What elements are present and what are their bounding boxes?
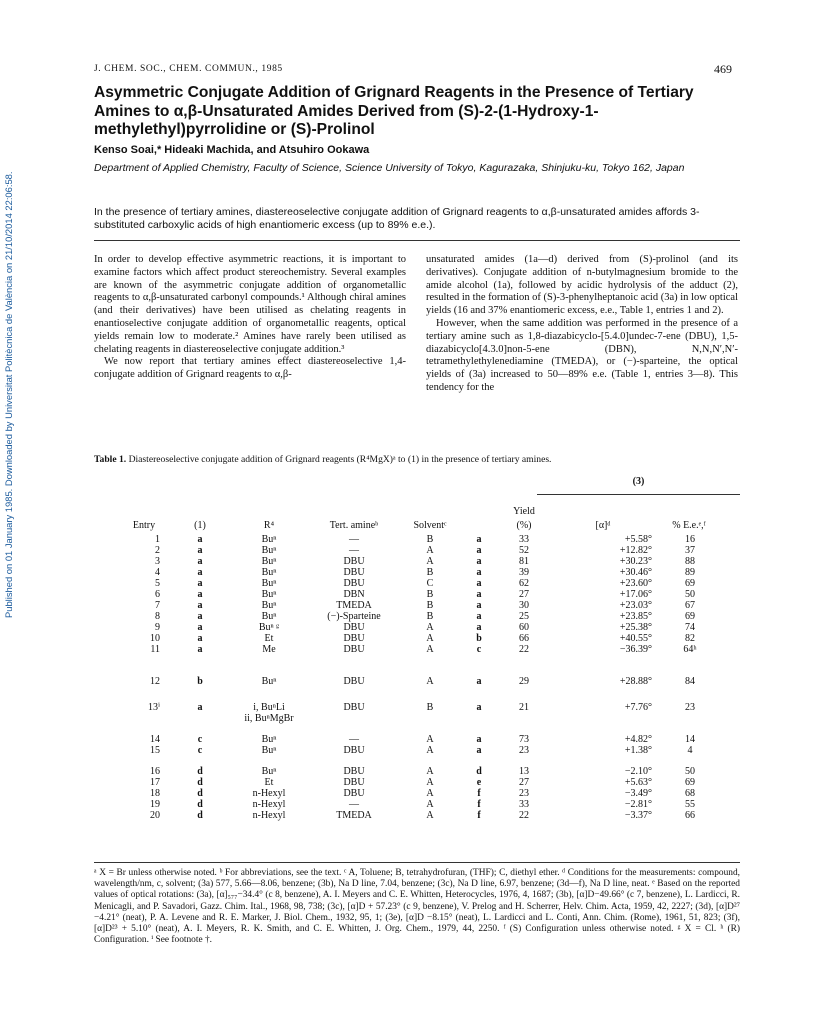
row-ee: 67 [685,600,695,611]
row-r4: Et [264,633,274,644]
row-entry: 11 [150,644,160,655]
row-product: a [476,545,482,556]
row-solvent: A [426,766,434,777]
row-rotation: −36.39° [619,644,652,655]
row-yield: 66 [519,633,529,644]
row-substrate: a [197,644,203,655]
row-substrate: a [197,534,203,545]
header-alpha: [α]ᵈ [595,520,611,531]
row-solvent: B [426,702,434,713]
row-ee: 69 [685,578,695,589]
row-product: a [476,567,482,578]
article-title: Asymmetric Conjugate Addition of Grignard Reagents in the Presence of Tertiary Amines to α,β-Unsaturated Amides Derived from (S)-2-(1-Hydroxy-1-methylethyl)pyrrolidine or (S)-Prolinol [94,84,694,138]
row-product: f [477,788,481,799]
row-entry: 6 [155,589,160,600]
table-row [94,810,740,822]
row-ee: 14 [685,734,695,745]
footnote-divider [94,862,740,863]
header-amine: Tert. amineᵇ [329,520,379,531]
row-yield: 21 [519,702,529,713]
row-ee: 50 [685,589,695,600]
page-number: 469 [714,62,732,76]
row-substrate: a [197,578,203,589]
affiliation: Department of Applied Chemistry, Faculty of Science, Science University of Tokyo, Kagurazaka, Shinjuku-ku, Tokyo 162, Japan [94,162,685,174]
row-rotation: +40.55° [619,633,652,644]
product-group-label: (3) [632,476,645,487]
body-column-left [94,254,406,382]
publication-sidebar: Published on 01 January 1985. Downloaded by Universitat Politècnica de València on 21/10/2014 22:06:58. [3,171,14,619]
row-entry: 15 [150,745,160,756]
row-yield: 22 [519,810,529,821]
row-solvent: A [426,734,434,745]
row-rotation: +30.46° [619,567,652,578]
row-amine: — [349,799,359,810]
row-r4: Buⁿ [261,534,277,545]
row-product: f [477,810,481,821]
row-r4: n-Hexyl [252,799,286,810]
body-paragraph: However, when the same addition was performed in the presence of a tertiary amine such as 1,8-diazabicyclo-[5.4.0]undec-7-ene (DBU), 1,5-diazabicyclo[4.3.0]non-5-ene (DBN), N,N,N′,N′-tetramethylethylenediamine (TMEDA), or (−)-sparteine, the optical yields of (3a) increased to 50—89% e.e. (Table 1, entries 3—8). This tendency for the [426,317,738,393]
row-r4: Buⁿ [261,600,277,611]
row-product: a [476,534,482,545]
row-substrate: b [197,676,203,687]
row-solvent: B [426,567,434,578]
row-entry: 14 [150,734,160,745]
row-yield: 73 [519,734,529,745]
row-rotation: −2.81° [624,799,652,810]
row-r4: Buⁿ ᵍ [258,622,280,633]
row-rotation: +5.63° [624,777,652,788]
row-r4: Buⁿ [261,745,277,756]
row-rotation: +1.38° [624,745,652,756]
row-product: f [477,799,481,810]
row-r4: n-Hexyl [252,788,286,799]
header-solvent: Solventᶜ [413,520,447,531]
journal-name: J. CHEM. SOC., CHEM. COMMUN., 1985 [94,64,283,74]
row-yield: 25 [519,611,529,622]
header-substrate: (1) [194,520,206,531]
row-product: a [476,600,482,611]
row-r4: n-Hexyl [252,810,286,821]
row-product: a [476,745,482,756]
body-paragraph: In order to develop effective asymmetric reactions, it is important to examine factors which affect product stereochemistry. Several examples are known of the asymmetric conjugate addition of organometallic reagents to α,β-unsaturated carbonyl compounds.¹ Although chiral amines (and their derivatives) have been utilised as chelating reagents in enantioselective conjugate addition of organometallic reagents, optical yields remain low to moderate.² Amines have rarely been utilised as chelating reagents in diastereoselective conjugate addition.³ [94,254,406,355]
row-ee: 84 [685,676,695,687]
row-product: c [476,644,482,655]
row-entry: 16 [150,766,160,777]
header-entry: Entry [132,520,156,531]
row-substrate: a [197,589,203,600]
row-substrate: a [197,611,203,622]
row-substrate: a [197,633,203,644]
row-yield: 52 [519,545,529,556]
row-product: b [476,633,482,644]
row-rotation: +25.38° [619,622,652,633]
row-solvent: A [426,777,434,788]
row-yield: 60 [519,622,529,633]
row-entry: 20 [150,810,160,821]
row-yield: 13 [519,766,529,777]
row-amine: — [349,534,359,545]
row-rotation: +7.76° [624,702,652,713]
row-rotation: +23.60° [619,578,652,589]
row-yield: 29 [519,676,529,687]
row-r4: Buⁿ [261,611,277,622]
row-r4: Et [264,777,274,788]
row-ee: 37 [685,545,695,556]
row-substrate: d [197,788,203,799]
row-amine: DBU [343,702,365,713]
row-substrate: a [197,545,203,556]
row-substrate: a [197,702,203,713]
row-entry: 4 [155,567,160,578]
row-amine: TMEDA [336,600,372,611]
body-paragraph: We now report that tertiary amines effect diastereoselective 1,4-conjugate addition of Grignard reagents to α,β- [94,356,406,381]
row-rotation: +12.82° [619,545,652,556]
row-solvent: C [426,578,434,589]
row-solvent: A [426,644,434,655]
row-amine: — [349,545,359,556]
row-r4: Buⁿ [261,734,277,745]
row-yield: 33 [519,799,529,810]
row-yield: 81 [519,556,529,567]
row-product: d [476,766,482,777]
row-solvent: A [426,545,434,556]
row-entry: 8 [155,611,160,622]
row-r4: Buⁿ [261,589,277,600]
row-yield: 22 [519,644,529,655]
row-yield: 27 [519,777,529,788]
table-caption-label: Table 1. [94,454,127,465]
body-column-right [426,254,738,395]
table-caption [94,454,740,465]
row-r4: Buⁿ [261,556,277,567]
row-amine: — [349,734,359,745]
row-ee: 50 [685,766,695,777]
header-yield-unit: (%) [516,520,532,531]
row-entry: 5 [155,578,160,589]
row-amine: DBN [343,589,365,600]
row-rotation: −3.49° [624,788,652,799]
table-row [94,644,740,656]
row-r4: i, BuⁿLi [253,702,285,713]
row-rotation: +5.58° [624,534,652,545]
row-yield: 39 [519,567,529,578]
row-substrate: c [197,745,203,756]
row-product: a [476,622,482,633]
row-amine: TMEDA [336,810,372,821]
row-ee: 66 [685,810,695,821]
row-entry: 19 [150,799,160,810]
row-rotation: +28.88° [619,676,652,687]
row-ee: 55 [685,799,695,810]
row-substrate: c [197,734,203,745]
row-substrate: a [197,622,203,633]
row-entry: 18 [150,788,160,799]
row-amine: DBU [343,578,365,589]
row-rotation: +23.85° [619,611,652,622]
row-yield: 23 [519,788,529,799]
row-entry: 1 [155,534,160,545]
header-ee: % E.e.ᵉ,ᶠ [672,520,706,531]
row-entry: 7 [155,600,160,611]
abstract-divider [94,240,740,241]
row-rotation: +17.06° [619,589,652,600]
row-solvent: A [426,622,434,633]
row-solvent: B [426,589,434,600]
table-row [94,676,740,688]
row-ee: 23 [685,702,695,713]
row-solvent: A [426,745,434,756]
row-solvent: A [426,633,434,644]
row-yield: 62 [519,578,529,589]
row-yield: 23 [519,745,529,756]
abstract: In the presence of tertiary amines, diastereoselective conjugate addition of Grignard reagents to α,β-unsaturated amides affords 3-substituted carboxylic acids of high enantiomeric excess (up to 89% e.e.). [94,206,700,231]
row-amine: DBU [343,676,365,687]
header-r4: R⁴ [263,520,275,531]
row-ee: 69 [685,777,695,788]
row-amine: DBU [343,567,365,578]
row-entry: 17 [150,777,160,788]
row-ee: 68 [685,788,695,799]
row-entry: 3 [155,556,160,567]
row-solvent: B [426,600,434,611]
table-row [94,702,740,724]
row-substrate: a [197,567,203,578]
row-rotation: +30.23° [619,556,652,567]
row-yield: 27 [519,589,529,600]
product-group-rule [537,494,740,495]
row-r4: Buⁿ [261,567,277,578]
authors: Kenso Soai,* Hideaki Machida, and Atsuhiro Ookawa [94,144,370,156]
body-paragraph: unsaturated amides (1a—d) derived from (S)-prolinol (and its derivatives). Conjugate addition of n-butylmagnesium bromide to the amide alcohol (1a), followed by acidic hydrolysis of the adduct (2), resulted in the formation of (S)-3-phenylheptanoic acid (3a) in low optical yields (16 and 37% enantiomeric excess, e.e., Table 1, entries 1 and 2). [426,254,738,317]
row-product: a [476,676,482,687]
row-amine: DBU [343,788,365,799]
row-substrate: d [197,777,203,788]
row-ee: 89 [685,567,695,578]
row-entry: 2 [155,545,160,556]
row-amine: DBU [343,766,365,777]
row-rotation: −2.10° [624,766,652,777]
row-entry: 10 [150,633,160,644]
row-r4: Me [262,644,276,655]
row-ee: 64ʰ [683,644,697,655]
row-rotation: −3.37° [624,810,652,821]
row-product: a [476,702,482,713]
row-r4-second-line: ii, BuⁿMgBr [244,713,294,724]
row-product: a [476,611,482,622]
row-substrate: a [197,556,203,567]
row-substrate: d [197,799,203,810]
header-yield: Yield [513,506,535,517]
row-entry: 12 [150,676,160,687]
row-r4: Buⁿ [261,766,277,777]
row-amine: DBU [343,556,365,567]
row-amine: DBU [343,622,365,633]
results-table [94,476,740,851]
row-solvent: A [426,799,434,810]
row-yield: 33 [519,534,529,545]
row-solvent: B [426,534,434,545]
row-product: a [476,734,482,745]
row-yield: 30 [519,600,529,611]
row-r4: Buⁿ [261,676,277,687]
row-solvent: A [426,810,434,821]
row-rotation: +23.03° [619,600,652,611]
row-solvent: A [426,788,434,799]
row-solvent: A [426,676,434,687]
row-ee: 4 [687,745,693,756]
row-ee: 16 [685,534,695,545]
row-ee: 69 [685,611,695,622]
row-product: a [476,589,482,600]
running-head [94,64,732,80]
row-amine: DBU [343,633,365,644]
row-ee: 82 [685,633,695,644]
row-product: a [476,556,482,567]
row-r4: Buⁿ [261,578,277,589]
product-group-header [537,476,740,487]
row-substrate: a [197,600,203,611]
row-amine: DBU [343,644,365,655]
row-ee: 74 [685,622,695,633]
table-caption-text: Diastereoselective conjugate addition of Grignard reagents (R⁴MgX)ᵃ to (1) in the presence of tertiary amines. [128,454,552,465]
table-footnotes: ᵃ X = Br unless otherwise noted. ᵇ For abbreviations, see the text. ᶜ A, Toluene; B, tetrahydrofuran, (THF); C, diethyl ether. ᵈ Conditions for the measurements: compound, wavelength/nm, c, solvent; (3a) 577, 5.66—8.06, benzene; (3b), Na D line, 7.04, benzene; (3c), Na D line, 6.97, benzene; (3d—f), Na D line, neat. ᵉ Based on the reported values of optical rotations: (3a), [α]₅₇₇−34.4° (c 8, benzene), A. I. Meyers and C. E. Whitten, Heterocycles, 1976, 4, 1687; (3b), [α]D−49.66° (c 7, benzene), L. Lardicci, R. Menicagli, and P. Savadori, Gazz. Chim. Ital., 1968, 98, 738; (3c), [α]D + 57.23° (c 9, benzene), V. Prelog and H. Scherrer, Helv. Chim. Acta, 1959, 42, 2227; (3d), [α]D²⁷ −4.21° (neat), P. A. Levene and R. E. Marker, J. Biol. Chem., 1932, 95, 1; (3e), [α]D −8.15° (neat), L. Lardicci and L. Conti, Ann. Chim. (Rome), 1961, 51, 823; (3f), [α]D²³ + 5.10° (neat), A. I. Meyers, R. K. Smith, and C. E. Whitten, J. Org. Chem., 1979, 44, 2250. ᶠ (S) Configuration unless otherwise noted. ᵍ X = Cl. ʰ (R) Configuration. ⁱ See footnote †. [94,868,740,946]
row-rotation: +4.82° [624,734,652,745]
row-amine: DBU [343,777,365,788]
row-ee: 88 [685,556,695,567]
row-amine: DBU [343,745,365,756]
row-product: a [476,578,482,589]
row-entry: 9 [155,622,160,633]
table-row [94,745,740,757]
row-product: e [476,777,482,788]
row-substrate: d [197,766,203,777]
row-amine: (−)-Sparteine [327,611,381,622]
row-entry: 13ⁱ [147,702,160,713]
row-solvent: A [426,556,434,567]
row-r4: Buⁿ [261,545,277,556]
row-solvent: B [426,611,434,622]
row-substrate: d [197,810,203,821]
